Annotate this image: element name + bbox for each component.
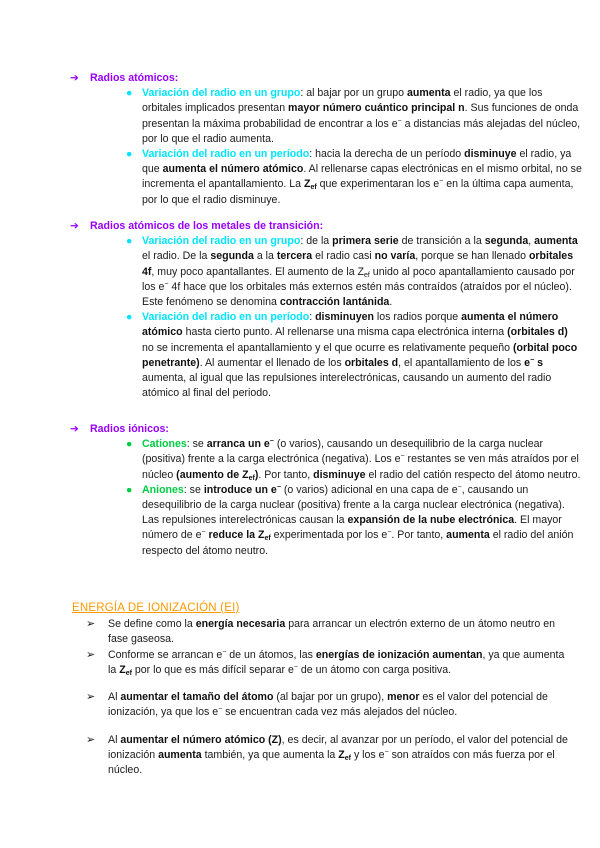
bullet-icon: ●: [126, 438, 133, 451]
arrow-icon: ➔: [70, 72, 79, 84]
bullet-icon: ●: [126, 87, 133, 100]
list-item: ● Variación del radio en un grupo: de la primera serie de transición a la segunda, aumenta el radio. De la segunda a la tercera el radio casi no varía, porque se han llenado orbitales 4f, muy poco apantallantes. El aumento de la $Z_{ef}$ unido al poco apantallamiento causado por los e− 4f hace que los orbitales más externos estén más contraídos (atraídos por el núcleo). Este fenómeno se denomina contracción lantánida.: [126, 235, 578, 309]
list-item: ● Aniones: se introduce un e− (o varios) adicional en una capa de e−, causando un desequilibrio de la carga nuclear (positiva) frente a la carga nuclear electrónica (negativa). Las repulsiones interelectrónicas causan la expansión de la nube electrónica. El mayor número de e− reduce la $Z_{ef}$ experimentada por los e−. Por tanto, aumenta el radio del anión respecto del átomo neutro.: [126, 483, 574, 557]
list-item: ● Variación del radio en un período: hacia la derecha de un período disminuye el radio, ya que aumenta el número atómico. Al rellenarse capas electrónicas en el mismo orbital, no se incrementa el apantallamiento. La $Z_{ef}$ que experimentaran los e− en la última capa aumenta, por lo que el radio disminuye.: [126, 148, 582, 206]
triangle-bullet-icon: ➢: [86, 649, 96, 661]
list-item: ● Cationes: se arranca un e− (o varios), causando un desequilibrio de la carga nuclear (positiva) frente a la carga electrónica (negativa). Los e− restantes se ven más atraídos por el núcleo (aumento de $Z_{ef}$). Por tanto, disminuye el radio del catión respecto del átomo neutro.: [126, 438, 581, 482]
heading-radios-atomicos: ➔ Radios atómicos:: [70, 71, 558, 86]
triangle-bullet-icon: ➢: [86, 618, 96, 630]
list-item: ➢ Se define como la energía necesaria para arrancar un electrón externo de un átomo neutro en fase gaseosa.: [86, 618, 555, 646]
list-item: ➢ Conforme se arrancan e− de un átomos, las energías de ionización aumentan, ya que aumenta la $Z_{ef}$ por lo que es más difícil separar e− de un átomo con carga positiva.: [86, 649, 565, 678]
section-title-energia: ENERGÍA DE IONIZACIÓN (EI): [72, 602, 240, 614]
heading-radios-transicion: ➔ Radios atómicos de los metales de transición:: [70, 219, 558, 234]
section-radios-transicion: [70, 219, 578, 401]
bullet-icon: ●: [126, 148, 133, 161]
list-item: ➢ Al aumentar el número atómico (Z), es decir, al avanzar por un período, el valor del potencial de ionización aumenta también, ya que aumenta la $Z_{ef}$ y los e− son atraídos con más fuerza por el núcleo.: [86, 734, 568, 777]
bullet-icon: ●: [126, 311, 133, 324]
list-item: ➢ Al aumentar el tamaño del átomo (al bajar por un grupo), menor es el valor del potencial de ionización, ya que los e− se encuentran cada vez más alejados del núcleo.: [86, 691, 548, 719]
heading-radios-ionicos: ➔ Radios iónicos:: [70, 422, 558, 437]
arrow-icon: ➔: [70, 423, 79, 435]
triangle-bullet-icon: ➢: [86, 691, 96, 703]
list-item: ● Variación del radio en un período: disminuyen los radios porque aumenta el número atómico hasta cierto punto. Al rellenarse una misma capa electrónica interna (orbitales d) no se incrementa el apantallamiento y el que ocurre es relativamente pequeño (orbital poco penetrante). Al aumentar el llenado de los orbitales d, el apantallamiento de los e− s aumenta, al igual que las repulsiones interelectrónicas, causando un aumento del radio atómico al final del periodo.: [126, 311, 578, 400]
list-item: ● Variación del radio en un grupo: al bajar por un grupo aumenta el radio, ya que los orbitales implicados presentan mayor número cuántico principal n. Sus funciones de onda presentan la máxima probabilidad de encontrar a los e− a distancias más alejadas del núcleo, por lo que el radio aumenta.: [126, 87, 581, 145]
section-radios-atomicos: [70, 71, 582, 208]
section-radios-ionicos: [70, 422, 581, 559]
bullet-icon: ●: [126, 483, 133, 496]
arrow-icon: ➔: [70, 220, 79, 232]
bullet-icon: ●: [126, 235, 133, 248]
triangle-bullet-icon: ➢: [86, 734, 96, 746]
